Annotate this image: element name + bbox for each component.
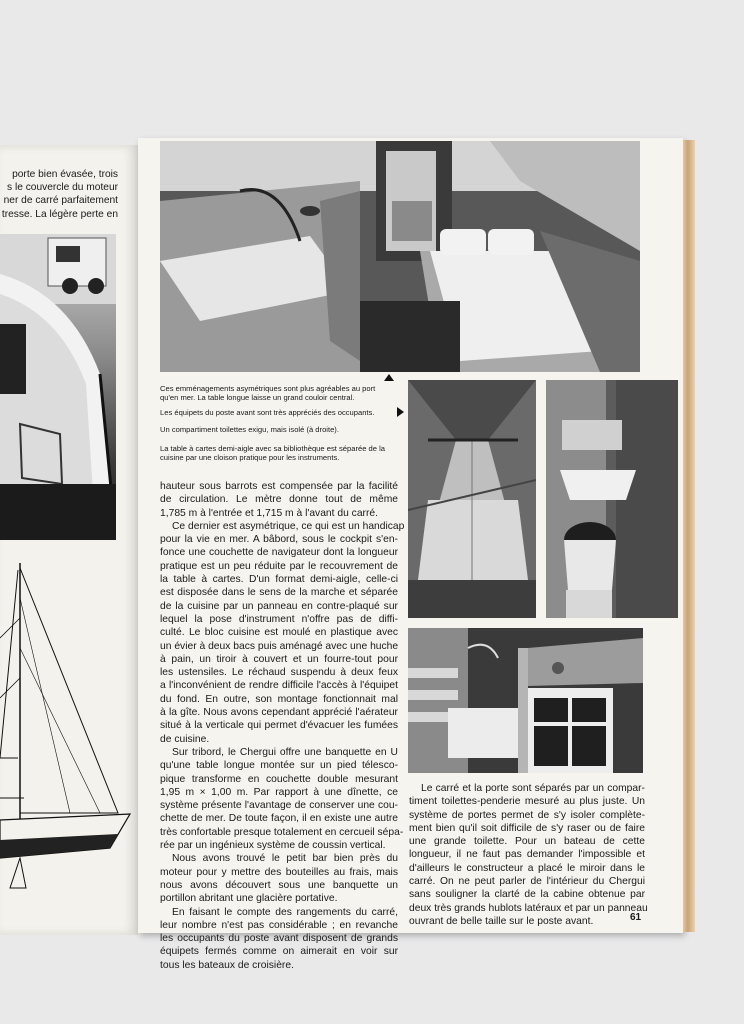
article-line: un évier à deux bacs puis aménagé avec une huche [160, 640, 399, 652]
caption-pointer-up-icon [384, 374, 394, 381]
chart-table-galley-photo [408, 628, 643, 773]
article-column-1 [160, 480, 405, 972]
article-line: la table à cartes. D'un format demi-aigle, celle-ci [160, 574, 398, 586]
article-line: tous les bateaux de croisière. [160, 959, 294, 971]
article-line: à la gîte. Nous avons cependant apprécié l'aérateur [160, 707, 398, 719]
article-line: ouvrant de belle taille sur le poste avant. [409, 915, 594, 927]
article-line: Sur tribord, le Chergui offre une banquette en U [172, 746, 398, 758]
article-line: hauteur sous barrots est compensée par la facilité [160, 481, 398, 492]
page-edge [683, 140, 695, 932]
left-text-line: porte bien évasée, trois [12, 169, 118, 180]
article-line: deux très grands hublots latéraux et par un panneau [409, 902, 648, 914]
article-line: une grande toilette. Pour un bateau de cette [409, 836, 645, 848]
article-line: lequel la pose d'instrument n'offre pas de diffi- [160, 613, 398, 625]
article-line: du fond. En outre, son montage fonctionnait mal [160, 693, 398, 705]
sail-plan-drawing [0, 558, 138, 898]
article-line: rée par un ingénieux système de coussin vertical. [160, 840, 386, 852]
article-line: longueur, il ne faut pas demander l'impossible et [409, 849, 645, 861]
article-line: carré. On ne peut parler de l'intérieur du Chergui [409, 876, 645, 888]
article-line: timent toilettes-penderie mesuré au plus juste. Un [409, 796, 645, 808]
article-line: à pain, un tiroir à couvert et un fourre-tout pour [160, 653, 398, 665]
article-line: équipets fermés comme on aimerait en voir sur [160, 946, 398, 958]
article-line: pour la vie en mer. A bâbord, sous le cockpit s'en- [160, 534, 398, 546]
caption-pointer-right-icon [397, 407, 404, 417]
article-line: En faisant le compte des rangements du carré, [172, 906, 398, 918]
article-line: Le carré et la porte sont séparés par un compar- [421, 783, 645, 794]
article-paragraph [160, 520, 405, 746]
page-number: 61 [630, 912, 642, 923]
article-line: les ustensiles. Le réchaud suspendu à deux feux [160, 667, 398, 679]
photo-caption: La table à cartes demi-aigle avec sa bibliothèque est séparée de la cuisine par une cloison pratique pour les instruments. [160, 444, 386, 463]
article-column-2 [409, 782, 648, 928]
left-text-line: tresse. La légère perte en [1, 208, 118, 220]
article-line: pique transforme en couchette double mesurant [160, 773, 398, 785]
article-line: très confortable presque totalement en cercueil sépa- [160, 826, 404, 838]
photo-caption: Ces emménagements asymétriques sont plus agréables au port qu'en mer. La table longue laisse un grand couloir central. [160, 384, 376, 403]
article-paragraph [160, 852, 398, 905]
article-line: a l'inconvénient de rendre difficile l'accès à l'équipet [160, 680, 398, 692]
article-line: 1,95 m × 1,00 m. Par rapport à une dînette, ce [160, 786, 398, 798]
article-line: qu'une table longue montée sur un pied télesco- [160, 760, 398, 772]
article-line: situé à la verticale qui permet d'évacuer les fumées [160, 720, 398, 732]
cabin-interior-photo [160, 141, 640, 372]
article-line: leur nombre n'est pas considérable ; en revanche [160, 919, 398, 931]
article-line: de circulation. Le mètre donne tout de même [160, 494, 398, 506]
photo-caption: Un compartiment toilettes exigu, mais isolé (à droite). [160, 425, 339, 434]
article-line: Nous avons trouvé le petit bar bien près du [172, 853, 398, 865]
toilet-compartment-photo [546, 380, 678, 618]
article-line: pratique est un peu réduite par le recouvrement de [160, 560, 398, 572]
article-paragraph [160, 906, 398, 972]
left-page-text [0, 168, 118, 221]
article-line: fonce une couchette de navigateur dont la longueur [160, 547, 398, 559]
article-line: moteur pour y mettre des bouteilles au frais, mais [160, 866, 398, 878]
left-text-line: ner de carré parfaitement [3, 195, 118, 207]
article-paragraph [160, 746, 404, 852]
left-text-line: s le couvercle du moteur [7, 182, 118, 194]
article-line: système présente l'avantage de conserver une cou- [160, 800, 398, 812]
article-line: système de portes permet de s'y isoler complète- [409, 809, 645, 821]
article-line: d'ailleurs le constructeur a placé le miroir dans le [409, 862, 645, 874]
article-line: 1,785 m à l'entrée et 1,715 m à l'avant du carré. [160, 507, 379, 519]
forward-berth-photo [408, 380, 536, 618]
article-line: culté. Le bloc cuisine est moulé en plastique avec [160, 627, 398, 639]
article-paragraph [160, 480, 398, 520]
article-line: ment bien qu'il soit difficile de s'y raser ou de faire [409, 822, 645, 834]
article-paragraph [409, 782, 648, 928]
article-line: de la cuisine par un panneau en contre-plaqué sur [160, 600, 398, 612]
article-line: Ce dernier est asymétrique, ce qui est un handicap [172, 520, 405, 532]
photo-caption: Les équipets du poste avant sont très appréciés des occupants. [160, 408, 375, 417]
article-line: chette de mer. De toute façon, il en existe une autre [160, 813, 398, 825]
boat-deck-photo [0, 234, 116, 540]
article-line: est disposée dans le sens de la marche et séparée [160, 587, 398, 599]
article-line: portillon abritant une glacière portative. [160, 893, 338, 905]
article-line: sans souligner la clarté de la cabine obtenue par [409, 889, 645, 901]
article-line: de cuisine. [160, 733, 210, 745]
article-line: les occupants du poste avant disposent de grands [160, 933, 398, 945]
article-line: nous avons découvert sous une banquette un [160, 879, 398, 891]
